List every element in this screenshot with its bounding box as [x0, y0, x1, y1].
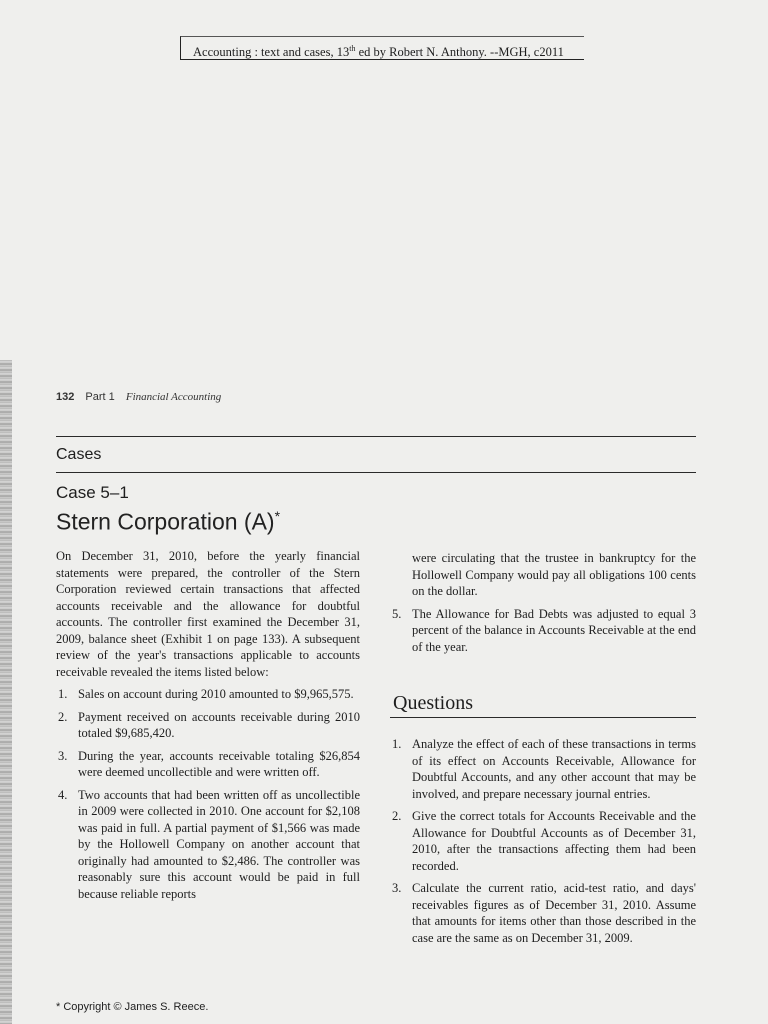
divider-cases	[56, 472, 696, 473]
case-number: Case 5–1	[56, 483, 129, 502]
questions-list	[390, 736, 696, 952]
book-citation-header: Accounting : text and cases, 13th ed by Robert N. Anthony. --MGH, c2011	[180, 36, 584, 60]
cases-heading: Cases	[56, 446, 102, 463]
page-number: 132	[56, 391, 75, 403]
list-item-continuation: were circulating that the trustee in bankruptcy for the Hollowell Company would pay all obligations 100 cents on the dollar.	[412, 551, 696, 598]
copyright-footnote: * Copyright © James S. Reece.	[56, 1001, 209, 1013]
list-item: 5. The Allowance for Bad Debts was adjusted to equal 3 percent of the balance in Accounts Receivable at the end of the year.	[392, 606, 696, 654]
question-item: 3. Calculate the current ratio, acid-test ratio, and days' receivables figures as of December 31, 2010. Assume that amounts for items other than those described in the case are the same as on December 31, 2009.	[392, 881, 696, 945]
questions-divider	[390, 717, 696, 718]
questions-heading: Questions	[393, 692, 473, 714]
list-item: 2. Payment received on accounts receivable during 2010 totaled $9,685,420.	[58, 709, 360, 740]
running-page-header	[56, 391, 221, 403]
scan-edge-shadow	[0, 360, 12, 1024]
question-item: 1. Analyze the effect of each of these transactions in terms of its effect on Accounts Receivable, Allowance for Doubtful Accounts, and any other account that may be involved, and prepare necessary journal entries.	[392, 737, 696, 801]
case-title: Stern Corporation (A)*	[56, 508, 281, 535]
section-label: Financial Accounting	[125, 391, 222, 403]
intro-paragraph: On December 31, 2010, before the yearly financial statements were prepared, the controller of the Stern Corporation reviewed certain transactions that affected accounts receivable and the allowance for doubtful accounts. The controller first examined the December 31, 2009, balance sheet (Exhibit 1 on page 133). A subsequent review of the year's transactions applicable to accounts receivable revealed the items listed below:	[56, 549, 360, 679]
part-label: Part 1	[85, 391, 115, 403]
question-item: 2. Give the correct totals for Accounts Receivable and the Allowance for Doubtful Accounts as of December 31, 2010, after the transactions affecting them had been recorded.	[392, 809, 696, 873]
list-item: 1. Sales on account during 2010 amounted to $9,965,575.	[58, 687, 354, 701]
list-item: 3. During the year, accounts receivable totaling $26,854 were deemed uncollectible and were written off.	[58, 748, 360, 779]
divider-top	[56, 436, 696, 437]
list-item: 4. Two accounts that had been written off as uncollectible in 2009 were collected in 2010. One account for $2,108 was paid in full. A partial payment of $1,566 was made by the Hollowell Company on another account that originally had amounted to $2,486. The controller was reasonably sure this account would be paid in full because reliable reports	[58, 787, 360, 901]
right-column	[390, 550, 696, 661]
left-column	[56, 548, 360, 908]
